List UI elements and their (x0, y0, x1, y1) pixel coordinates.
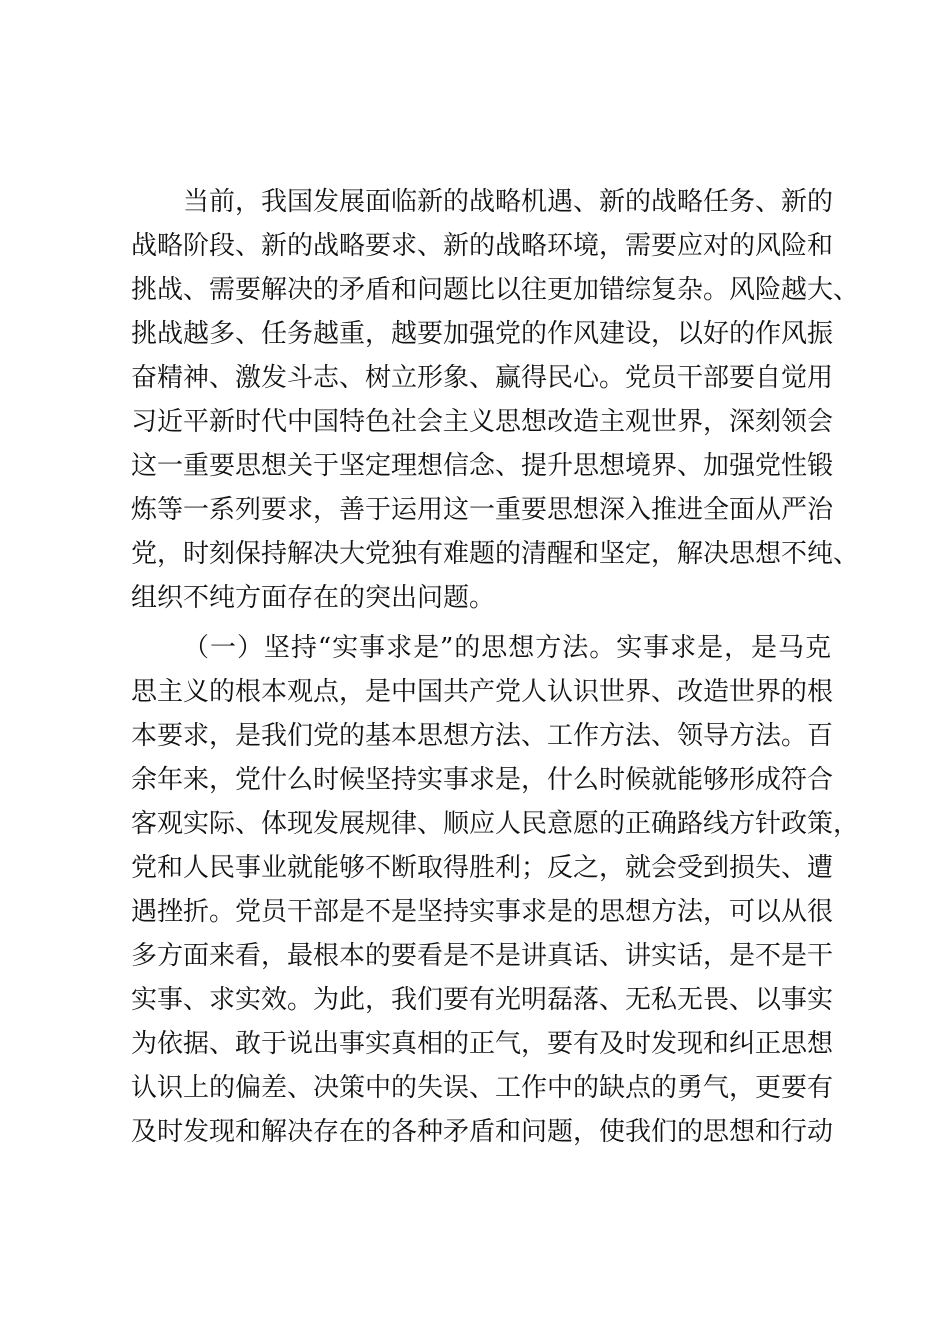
paragraph-line: 挑战、需要解决的矛盾和问题比以往更加错综复杂。风险越大、 (131, 275, 860, 305)
paragraph-line: 挑战越多、任务越重，越要加强党的作风建设，以好的作风振 (131, 319, 834, 349)
paragraph-line: 战略阶段、新的战略要求、新的战略环境，需要应对的风险和 (131, 231, 834, 261)
paragraph-line: 为依据、敢于说出事实真相的正气，要有及时发现和纠正思想 (131, 1029, 834, 1059)
paragraph-line: 遇挫折。党员干部是不是坚持实事求是的思想方法，可以从很 (131, 897, 834, 927)
paragraph-line: 思主义的根本观点，是中国共产党人认识世界、改造世界的根 (131, 677, 834, 707)
paragraph-line: 党，时刻保持解决大党独有难题的清醒和坚定，解决思想不纯、 (131, 539, 860, 569)
paragraph-line: 当前，我国发展面临新的战略机遇、新的战略任务、新的 (183, 187, 834, 217)
paragraph-line: 组织不纯方面存在的突出问题。 (131, 583, 496, 613)
paragraph-line: 奋精神、激发斗志、树立形象、赢得民心。党员干部要自觉用 (131, 363, 834, 393)
paragraph-line: 党和人民事业就能够不断取得胜利；反之，就会受到损失、遭 (131, 853, 834, 883)
paragraph-line: 这一重要思想关于坚定理想信念、提升思想境界、加强党性锻 (131, 451, 834, 481)
paragraph-line: 客观实际、体现发展规律、顺应人民意愿的正确路线方针政策， (131, 809, 860, 839)
paragraph-line: 多方面来看，最根本的要看是不是讲真话、讲实话，是不是干 (131, 941, 834, 971)
paragraph-line: 炼等一系列要求，善于运用这一重要思想深入推进全面从严治 (131, 495, 834, 525)
paragraph-line: 本要求，是我们党的基本思想方法、工作方法、领导方法。百 (131, 721, 834, 751)
paragraph-line: 实事、求实效。为此，我们要有光明磊落、无私无畏、以事实 (131, 985, 834, 1015)
paragraph-line: 认识上的偏差、决策中的失误、工作中的缺点的勇气，更要有 (131, 1073, 834, 1103)
paragraph-line: 及时发现和解决存在的各种矛盾和问题，使我们的思想和行动 (131, 1117, 834, 1147)
paragraph-line: 习近平新时代中国特色社会主义思想改造主观世界，深刻领会 (131, 407, 834, 437)
paragraph-line: （一）坚持“实事求是”的思想方法。实事求是，是马克 (183, 633, 831, 663)
paragraph-line: 余年来，党什么时候坚持实事求是，什么时候就能够形成符合 (131, 765, 834, 795)
